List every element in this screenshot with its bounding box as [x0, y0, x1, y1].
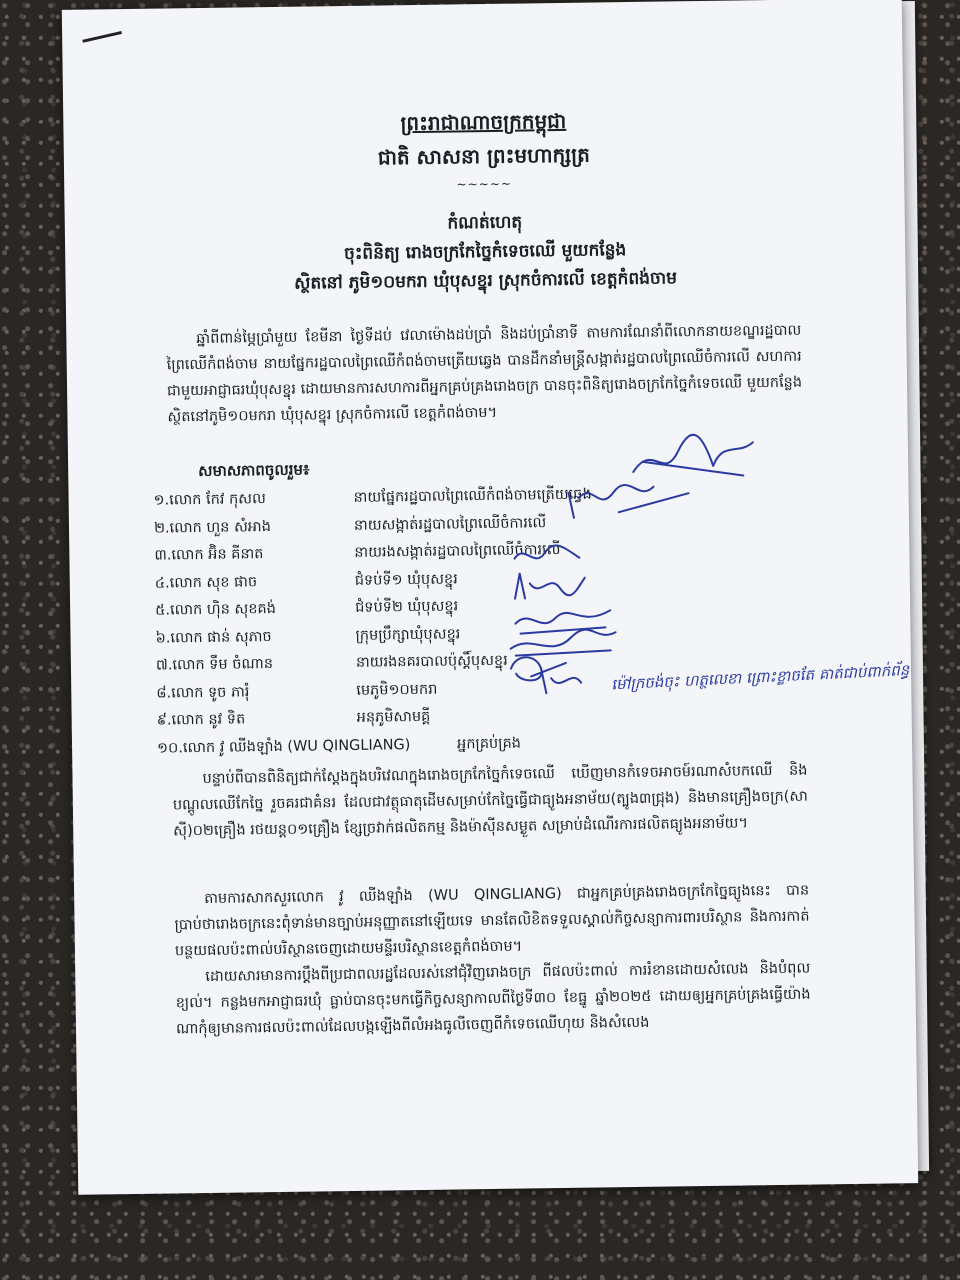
- signature-8: [531, 658, 592, 704]
- member-name: ១០.លោក វូ ឈីងឡាំង (WU QINGLIANG): [156, 736, 411, 757]
- member-name: ៤.លោក សុខ ផាច: [154, 574, 258, 592]
- member-name: ៧.លោក ទឹម ចំណាន: [155, 656, 274, 674]
- complaint-paragraph: ដោយសារមានការប្តឹងពីប្រជាពលរដ្ឋដែលរស់នៅជុំវិញរោងចក្រ ពីផលប៉ះពាល់ ការរំខានដោយសំលេង និងបំពុលខ្យល់។ កន្លងមកអាជ្ញាធរឃុំ ធ្លាប់បានចុះមកធ្វើកិច្ចសន្យាកាលពីថ្ងៃទី៣០ ខែធ្នូ ឆ្នាំ២០២៥ ដោយឲ្យអ្នកគ្រប់គ្រងធ្វើយ៉ាងណាកុំឲ្យមានការផលប៉ះពាល់ដែលបង្កឡើងពីលំអងធូលីចេញពីកំទេចឈើហុយ និងសំលេង: [175, 960, 811, 1038]
- signature-2: [558, 471, 699, 523]
- findings-paragraph: បន្ទាប់ពីបានពិនិត្យជាក់ស្តែងក្នុងបរិវេណក្នុងរោងចក្រកែច្នៃកំទេចឈើ ឃើញមានកំទេចអាចម៍រណាសំបកឈើ និងបណ្តូលឈើកែច្នៃ រួចគរជាគំនរ ដែលជាវត្ថុធាតុដើមសម្រាប់កែច្នៃធ្វើជាធ្យូងអនាម័យ(ត្បូង៣ជ្រុង) និងមានគ្រឿងចក្រ(សាស៊ី)០២គ្រឿង រថយន្ត០១គ្រឿង ខ្សែច្រវាក់ផលិតកម្ម និងម៉ាស៊ីនសម្ងួត សម្រាប់ដំណើរការផលិតធ្យូងអនាម័យ។: [172, 762, 808, 840]
- member-name: ៩.លោក នូវ ទិត: [156, 711, 246, 729]
- intro-paragraph: ឆ្នាំពីពាន់ម្ភៃប្រាំមួយ ខែមីនា ថ្ងៃទីដប់ វេលាម៉ោងដប់ប្រាំ និងដប់ប្រាំនាទី តាមការណែនាំពីលោកនាយខណ្ឌរដ្ឋបាលព្រៃឈើកំពង់ចាម នាយផ្នែករដ្ឋបាលព្រៃឈើកំពង់ចាមត្រើយឆ្វេង បានដឹកនាំមន្ត្រីសង្កាត់រដ្ឋបាលព្រៃឈើចំការលើ សហការជាមួយអាជ្ញាធរឃុំបុសខ្នុរ ដោយមានការសហការពីអ្នកគ្រប់គ្រងរោងចក្រ បានចុះពិនិត្យរោងចក្រកែច្នៃកំទេចឈើ មួយកន្លែងស្ថិតនៅភូមិ១០មករា ឃុំបុសខ្នុរ ស្រុកចំការលើ ខេត្តកំពង់ចាម។: [166, 322, 803, 426]
- document-titles: [65, 206, 906, 305]
- member-name: ១.លោក កែវ កុសល: [153, 491, 266, 509]
- member-role: ជំទប់ទី១ ឃុំបុសខ្នុរ: [354, 571, 458, 589]
- interview-paragraph: តាមការសាកសួរលោក វូ ឈីងឡាំង (WU QINGLIANG) ជាអ្នកគ្រប់គ្រងរោងចក្រកែច្នៃធ្យូងនេះ បានប្រាប់ថារោងចក្រនេះពុំទាន់មានច្បាប់អនុញ្ញាតនៅឡើយទេ មានតែលិខិតទទួលស្គាល់កិច្ចសន្យាការពារបរិស្ថាន និងការកាត់បន្ថយផលប៉ះពាល់បរិស្ថានចេញដោយមន្ទីរបរិស្ថានខេត្តកំពង់ចាម។: [174, 882, 810, 960]
- document-header: [63, 103, 904, 197]
- member-role: អនុភូមិសាមគ្គី: [356, 709, 431, 727]
- subject-title: ចុះពិនិត្យ រោងចក្រកែច្នៃកំទេចឈើ មួយកន្លែង: [343, 240, 627, 265]
- composition-title: សមាសភាពចូលរួម៖: [198, 460, 310, 481]
- pen-mark: [82, 31, 122, 43]
- member-name: ៣.លោក អ៊ិន គីនាត: [154, 546, 264, 564]
- member-name: ២.លោក ហួន សំអាង: [153, 518, 271, 537]
- member-role: នាយសង្កាត់រដ្ឋបាលព្រៃឈើចំការលើ: [353, 514, 547, 534]
- member-role: ក្រុមប្រឹក្សាឃុំបុសខ្នុរ: [355, 626, 461, 644]
- kingdom-heading: ព្រះរាជាណាចក្រកម្ពុជា: [400, 108, 567, 136]
- member-role: នាយផ្នែករដ្ឋបាលព្រៃឈើកំពង់ចាមត្រើយឆ្វេង: [353, 486, 592, 507]
- handwritten-note: ម៉ៅក្រចង់ចុះ ហត្ថលេខា ព្រោះខ្លាចតែ គាត់ជាប់ពាក់ព័ន្ធ: [610, 660, 910, 694]
- member-name: ៥.លោក ហ៊ិន សុខគង់: [155, 601, 277, 619]
- location-title: ស្ថិតនៅ ភូមិ១០មករា ឃុំបុសខ្នុរ ស្រុកចំការលើ ខេត្តកំពង់ចាម: [294, 268, 678, 294]
- member-role: ជំទប់ទី២ ឃុំបុសខ្នុរ: [355, 598, 459, 617]
- member-role: នាយរងសង្កាត់រដ្ឋបាលព្រៃឈើចំការលើ: [354, 542, 561, 562]
- member-name: ៨.លោក ទូច ភារុំ: [156, 684, 250, 702]
- member-name: ៦.លោក ផាន់ សុភាច: [155, 628, 272, 647]
- member-role: នាយរងនគរបាលប៉ុស្តិ៍បុសខ្នុរ: [355, 653, 508, 672]
- member-role: មេភូមិ១០មករា: [356, 681, 438, 699]
- member-role: អ្នកគ្រប់គ្រង: [456, 735, 522, 753]
- document-page: [62, 0, 918, 1195]
- ornament-divider: ~~~~~: [456, 176, 512, 192]
- member-list: [153, 479, 857, 764]
- document-type-title: កំណត់ហេតុ: [447, 212, 523, 234]
- national-motto: ជាតិ សាសនា ព្រះមហាក្សត្រ: [377, 142, 590, 170]
